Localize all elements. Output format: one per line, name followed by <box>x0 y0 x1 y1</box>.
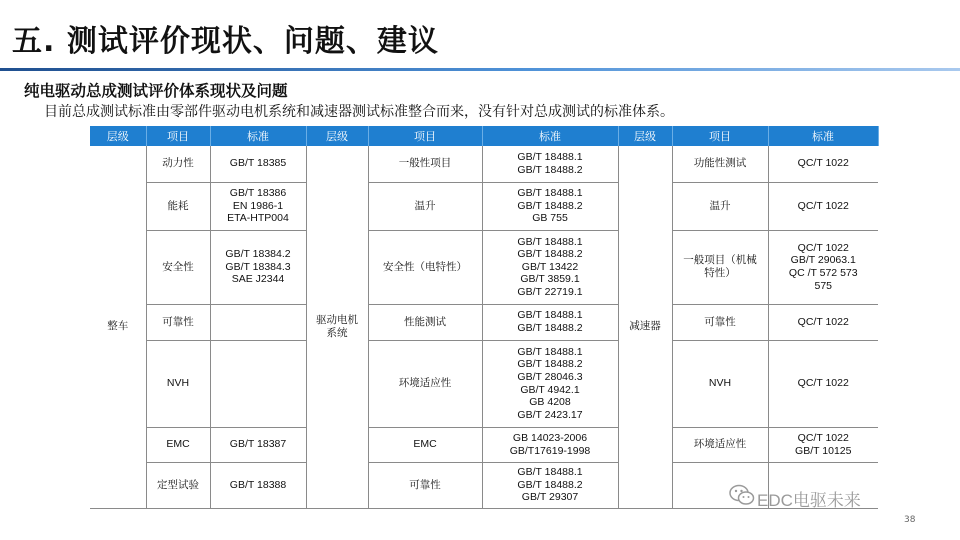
table-row <box>90 230 878 304</box>
wechat-icon <box>728 483 756 507</box>
motor-item: 一般性项目 <box>368 146 482 182</box>
reducer-item: NVH <box>672 340 768 427</box>
motor-standard: GB/T 18488.1 GB/T 18488.2 <box>482 304 618 340</box>
motor-standard: GB 14023-2006 GB/T17619-1998 <box>482 427 618 462</box>
title-divider <box>0 68 960 71</box>
motor-item: 温升 <box>368 182 482 230</box>
table-row <box>90 146 878 182</box>
vehicle-standard <box>210 304 306 340</box>
vehicle-item: 动力性 <box>146 146 210 182</box>
watermark-text: EDC电驱未来 <box>757 491 861 510</box>
page-title: 五. 测试评价现状、问题、建议 <box>12 24 439 59</box>
vehicle-item: 安全性 <box>146 230 210 304</box>
vehicle-level-cell: 整车 <box>90 146 146 508</box>
motor-standard: GB/T 18488.1 GB/T 18488.2 GB/T 28046.3 GB/T 4942.1 GB 4208 GB/T 2423.17 <box>482 340 618 427</box>
vehicle-standard: GB/T 18386 EN 1986-1 ETA-HTP004 <box>210 182 306 230</box>
vehicle-item: 定型试验 <box>146 462 210 508</box>
reducer-item: 温升 <box>672 182 768 230</box>
header-item-1: 项目 <box>146 126 210 146</box>
header-item-2: 项目 <box>368 126 482 146</box>
table-row <box>90 427 878 462</box>
header-standard-2: 标准 <box>482 126 618 146</box>
motor-standard: GB/T 18488.1 GB/T 18488.2 <box>482 146 618 182</box>
vehicle-standard: GB/T 18388 <box>210 462 306 508</box>
header-standard-3: 标准 <box>768 126 878 146</box>
reducer-item: 环境适应性 <box>672 427 768 462</box>
reducer-standard: QC/T 1022 GB/T 29063.1 QC /T 572 573 575 <box>768 230 878 304</box>
vehicle-item: 可靠性 <box>146 304 210 340</box>
reducer-standard: QC/T 1022 GB/T 10125 <box>768 427 878 462</box>
reducer-level-cell: 减速器 <box>618 146 672 508</box>
reducer-standard: QC/T 1022 <box>768 182 878 230</box>
header-item-3: 项目 <box>672 126 768 146</box>
table-row <box>90 182 878 230</box>
reducer-item: 功能性测试 <box>672 146 768 182</box>
standards-table <box>90 126 879 509</box>
intro-text: 目前总成测试标准由零部件驱动电机系统和减速器测试标准整合而来，没有针对总成测试的标准体系。 <box>44 104 674 120</box>
vehicle-standard <box>210 340 306 427</box>
page-number: 38 <box>904 515 916 525</box>
reducer-item: 可靠性 <box>672 304 768 340</box>
vehicle-standard: GB/T 18387 <box>210 427 306 462</box>
table-row <box>90 340 878 427</box>
table-row <box>90 304 878 340</box>
section-subtitle: 纯电驱动总成测试评价体系现状及问题 <box>24 82 288 100</box>
motor-item: 可靠性 <box>368 462 482 508</box>
motor-item: 性能测试 <box>368 304 482 340</box>
reducer-standard: QC/T 1022 <box>768 304 878 340</box>
header-level-1: 层级 <box>90 126 146 146</box>
motor-standard: GB/T 18488.1 GB/T 18488.2 GB/T 13422 GB/T 3859.1 GB/T 22719.1 <box>482 230 618 304</box>
vehicle-item: 能耗 <box>146 182 210 230</box>
motor-standard: GB/T 18488.1 GB/T 18488.2 GB/T 29307 <box>482 462 618 508</box>
reducer-item: 一般项目（机械 特性） <box>672 230 768 304</box>
motor-standard: GB/T 18488.1 GB/T 18488.2 GB 755 <box>482 182 618 230</box>
table-header-row <box>90 126 878 146</box>
motor-level-cell: 驱动电机 系统 <box>306 146 368 508</box>
reducer-standard: QC/T 1022 <box>768 340 878 427</box>
vehicle-standard: GB/T 18385 <box>210 146 306 182</box>
header-level-3: 层级 <box>618 126 672 146</box>
vehicle-item: NVH <box>146 340 210 427</box>
motor-item: 安全性（电特性） <box>368 230 482 304</box>
header-standard-1: 标准 <box>210 126 306 146</box>
motor-item: 环境适应性 <box>368 340 482 427</box>
reducer-standard: QC/T 1022 <box>768 146 878 182</box>
motor-item: EMC <box>368 427 482 462</box>
vehicle-item: EMC <box>146 427 210 462</box>
header-level-2: 层级 <box>306 126 368 146</box>
vehicle-standard: GB/T 18384.2 GB/T 18384.3 SAE J2344 <box>210 230 306 304</box>
